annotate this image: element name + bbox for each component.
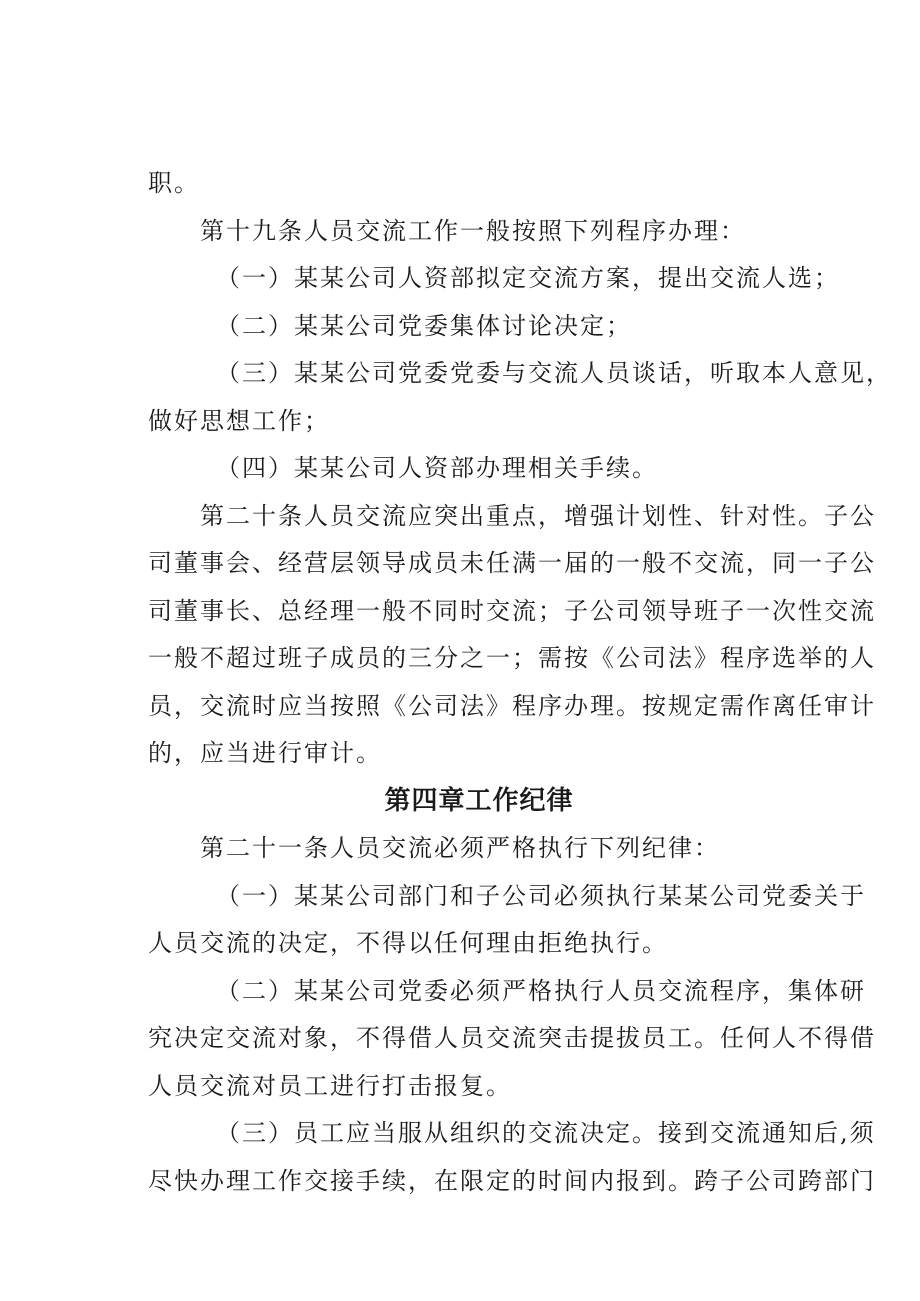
text-line: 究决定交流对象，不得借人员交流突击提拔员工。任何人不得借 [148, 1024, 876, 1052]
text-line: 人员交流的决定，不得以任何理由拒绝执行。 [148, 929, 668, 957]
text-line: 人员交流对员工进行打击报复。 [148, 1071, 512, 1100]
article-21-title: 第二十一条人员交流必须严格执行下列纪律： [200, 834, 720, 862]
document-page [148, 160, 892, 1205]
text-line: 的，应当进行审计。 [148, 739, 382, 767]
text-line: 职。 [148, 169, 200, 197]
text-line: 一般不超过班子成员的三分之一；需按《公司法》程序选举的人 [148, 644, 876, 672]
list-item: （三）某某公司党委党委与交流人员谈话，听取本人意见， [216, 359, 892, 387]
list-item: （二）某某公司党委集体讨论决定； [216, 311, 632, 340]
article-19-title: 第十九条人员交流工作一般按照下列程序办理： [200, 216, 746, 245]
text-line: 做好思想工作； [148, 406, 330, 435]
list-item: （一）某某公司部门和子公司必须执行某某公司党委关于 [216, 881, 866, 910]
list-item: （二）某某公司党委必须严格执行人员交流程序，集体研 [216, 976, 866, 1005]
chapter-heading: 第四章工作纪律 [384, 785, 574, 816]
list-item: （四）某某公司人资部办理相关手续。 [216, 454, 658, 482]
text-line: 员，交流时应当按照《公司法》程序办理。按规定需作离任审计 [148, 691, 876, 720]
list-item: （三）员工应当服从组织的交流决定。接到交流通知后,须 [216, 1119, 876, 1147]
text-line: 司董事会、经营层领导成员未任满一届的一般不交流，同一子公 [148, 549, 876, 577]
list-item: （一）某某公司人资部拟定交流方案，提出交流人选； [216, 264, 840, 292]
text-line: 尽快办理工作交接手续，在限定的时间内报到。跨子公司跨部门 [148, 1166, 876, 1195]
article-20-paragraph: 第二十条人员交流应突出重点，增强计划性、针对性。子公 [200, 501, 876, 530]
text-line: 司董事长、总经理一般不同时交流；子公司领导班子一次性交流 [148, 596, 876, 625]
